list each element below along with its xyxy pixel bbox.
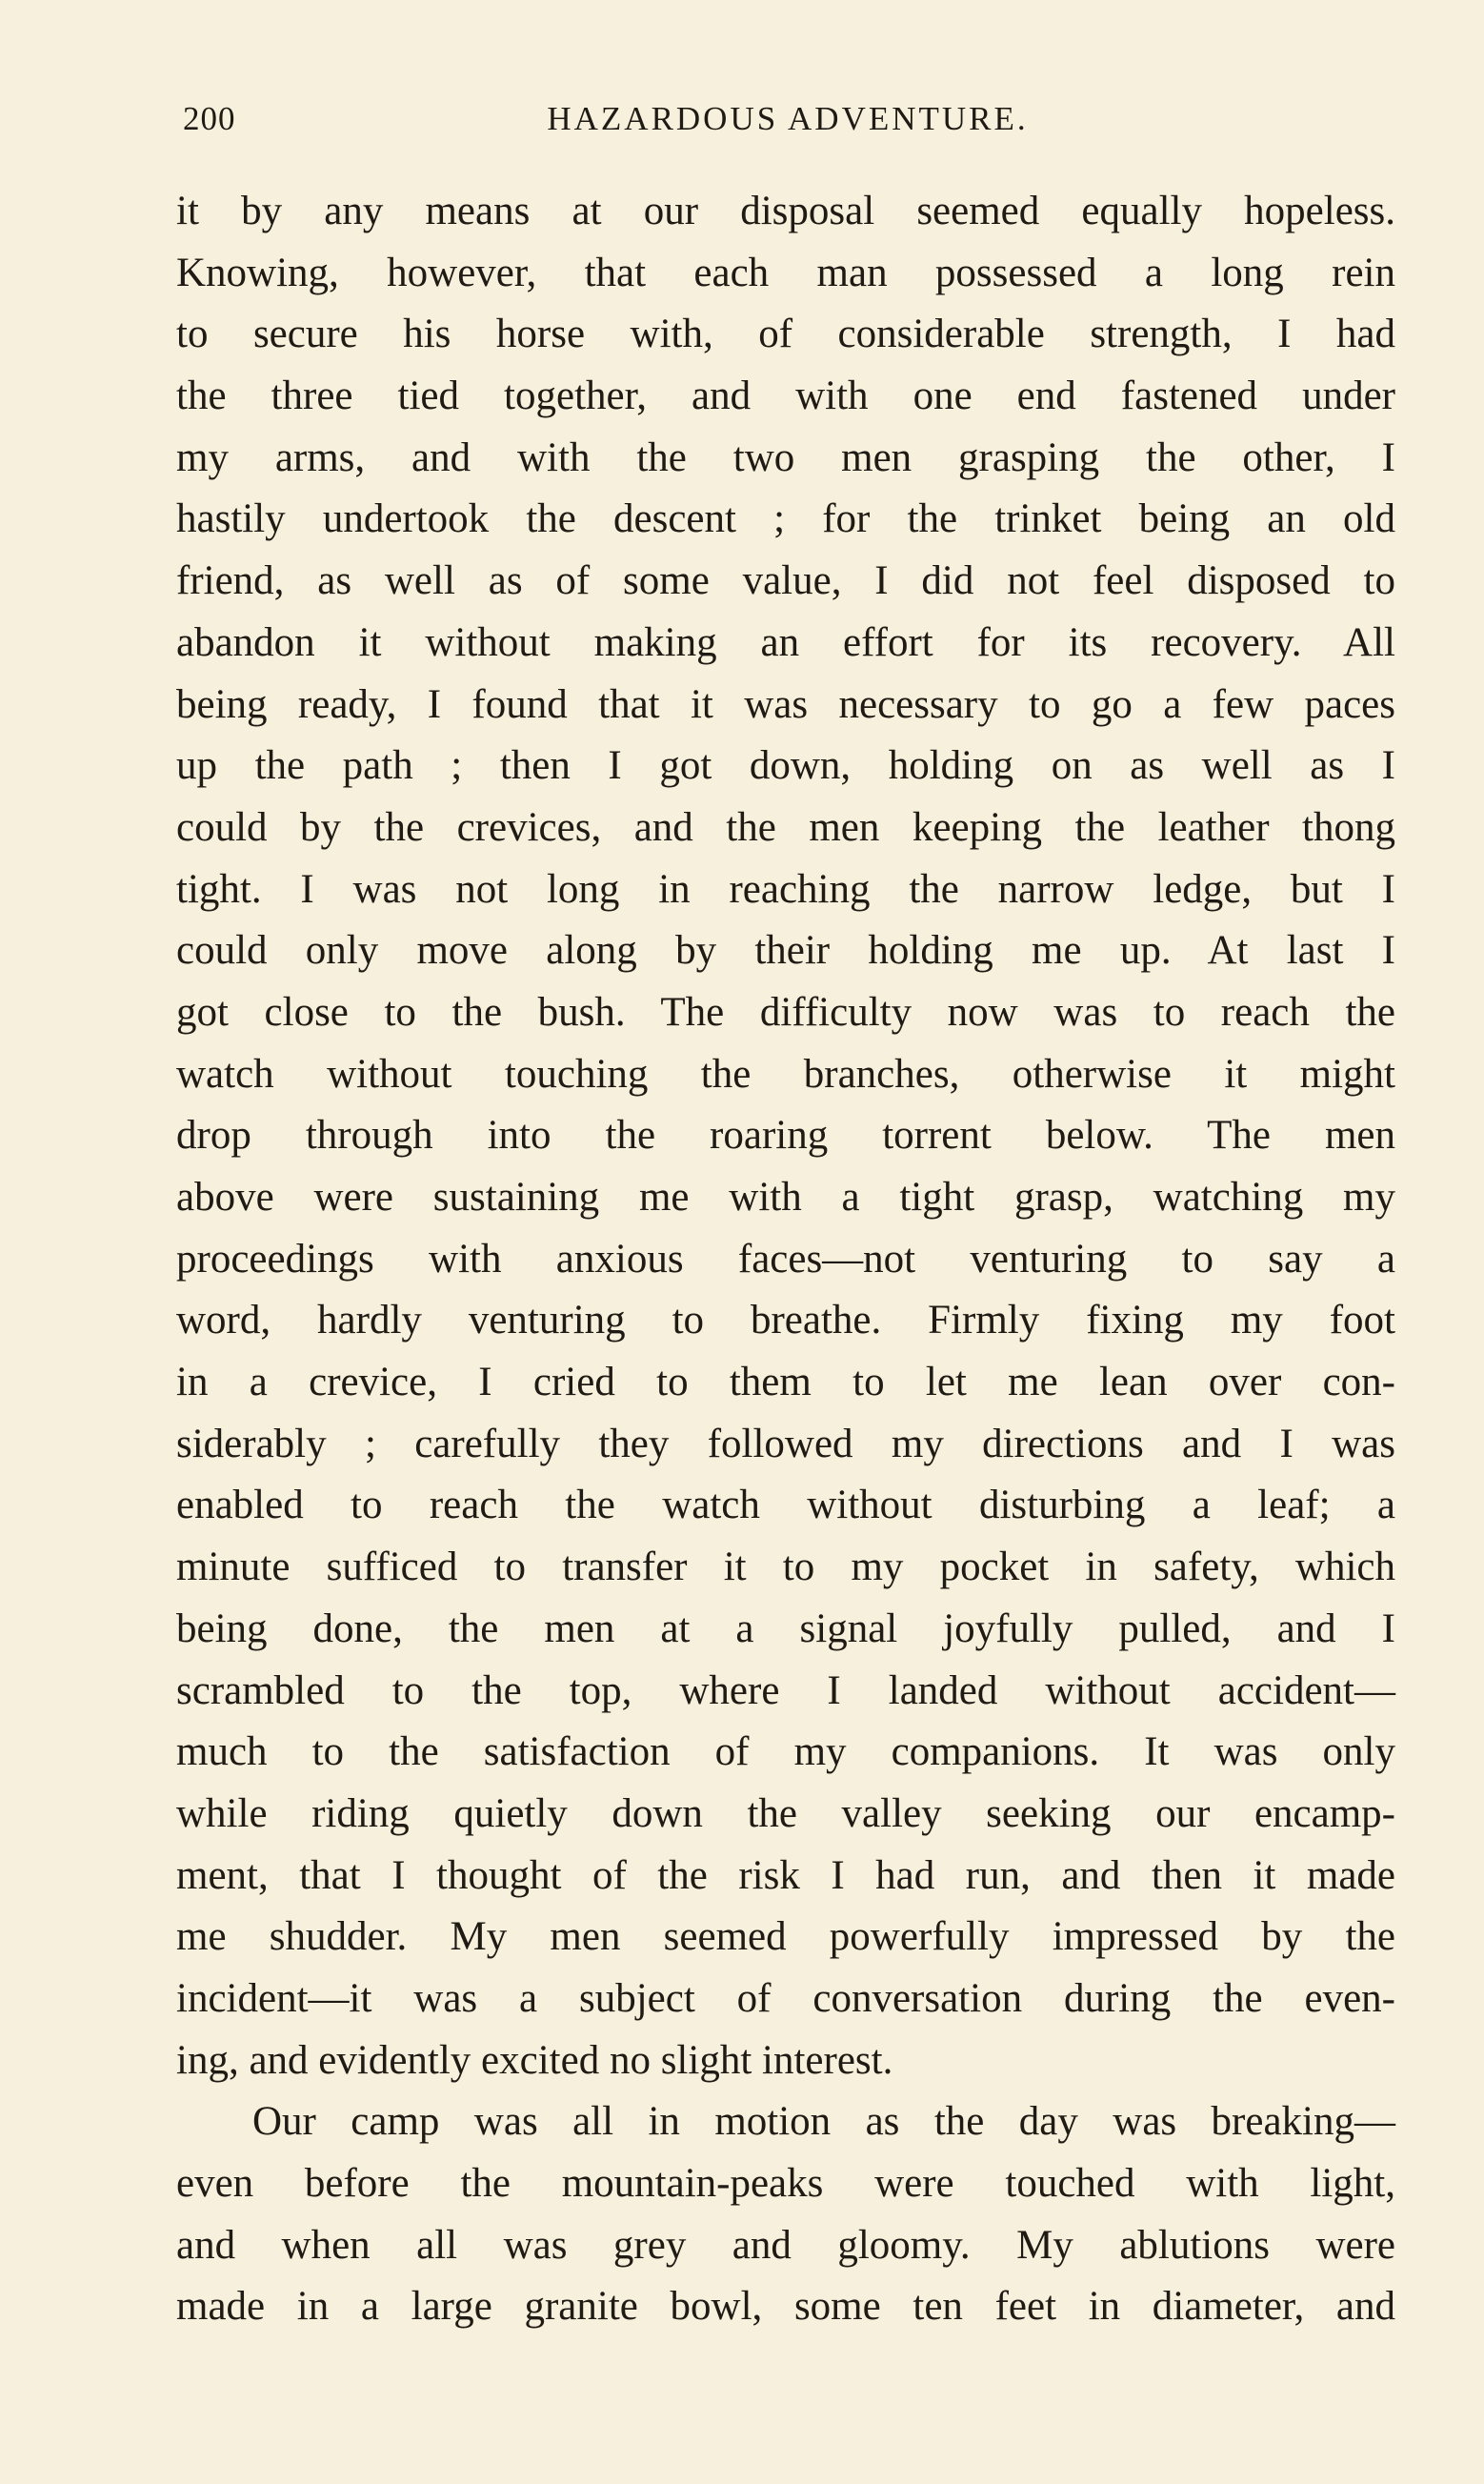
text-line: to secure his horse with, of considerable strength, I had bbox=[176, 312, 1395, 357]
text-line: much to the satisfaction of my companions. It was only bbox=[176, 1729, 1395, 1775]
text-line: minute sufficed to transfer it to my pocket in safety, which bbox=[176, 1545, 1395, 1590]
text-line: it by any means at our disposal seemed equally hopeless. bbox=[176, 189, 1395, 233]
text-line: made in a large granite bowl, some ten feet in diameter, and bbox=[176, 2284, 1395, 2330]
text-line: ment, that I thought of the risk I had run, and then it made bbox=[176, 1852, 1395, 1898]
running-title: HAZARDOUS ADVENTURE. bbox=[547, 100, 1029, 137]
text-line: and when all was grey and gloomy. My ablutions were bbox=[176, 2222, 1395, 2268]
text-line: being done, the men at a signal joyfully pulled, and I bbox=[176, 1606, 1395, 1651]
text-line: watch without touching the branches, otherwise it might bbox=[176, 1051, 1395, 1097]
text-line: drop through into the roaring torrent below. The men bbox=[176, 1113, 1395, 1159]
text-line: siderably ; carefully they followed my directions and I was bbox=[176, 1421, 1395, 1466]
text-line: me shudder. My men seemed powerfully impressed by the bbox=[176, 1914, 1395, 1960]
running-header bbox=[183, 100, 1393, 148]
body-text bbox=[176, 181, 1395, 2338]
text-line: Knowing, however, that each man possessed a long rein bbox=[176, 250, 1395, 295]
text-line: in a crevice, I cried to them to let me lean over con- bbox=[176, 1360, 1395, 1405]
page-number: 200 bbox=[183, 100, 236, 137]
text-line: my arms, and with the two men grasping the other, I bbox=[176, 434, 1395, 480]
text-line: proceedings with anxious faces—not venturing to say a bbox=[176, 1236, 1395, 1282]
text-line: tight. I was not long in reaching the narrow ledge, but I bbox=[176, 866, 1395, 912]
text-line: the three tied together, and with one end fastened under bbox=[176, 374, 1395, 419]
text-line: got close to the bush. The difficulty now was to reach the bbox=[176, 989, 1395, 1035]
text-line: while riding quietly down the valley seeking our encamp- bbox=[176, 1790, 1395, 1836]
text-line: friend, as well as of some value, I did not feel disposed to bbox=[176, 558, 1395, 604]
text-line: above were sustaining me with a tight grasp, watching my bbox=[176, 1175, 1395, 1220]
text-line: could by the crevices, and the men keeping the leather thong bbox=[176, 804, 1395, 850]
text-line-paragraph-end: ing, and evidently excited no slight interest. bbox=[176, 2037, 893, 2083]
text-line: abandon it without making an effort for its recovery. All bbox=[176, 619, 1395, 665]
text-line: being ready, I found that it was necessary to go a few paces bbox=[176, 681, 1395, 727]
text-line: up the path ; then I got down, holding on as well as I bbox=[176, 743, 1395, 789]
text-line: hastily undertook the descent ; for the trinket being an old bbox=[176, 496, 1395, 542]
text-line: even before the mountain-peaks were touched with light, bbox=[176, 2161, 1395, 2206]
text-line: word, hardly venturing to breathe. Firmly fixing my foot bbox=[176, 1298, 1395, 1343]
text-line: could only move along by their holding me up. At last I bbox=[176, 928, 1395, 974]
text-line: scrambled to the top, where I landed without accident— bbox=[176, 1667, 1395, 1713]
text-line-paragraph-start: Our camp was all in motion as the day was breaking— bbox=[252, 2099, 1395, 2145]
text-line: enabled to reach the watch without disturbing a leaf; a bbox=[176, 1483, 1395, 1528]
text-line: incident—it was a subject of conversation during the even- bbox=[176, 1975, 1395, 2021]
